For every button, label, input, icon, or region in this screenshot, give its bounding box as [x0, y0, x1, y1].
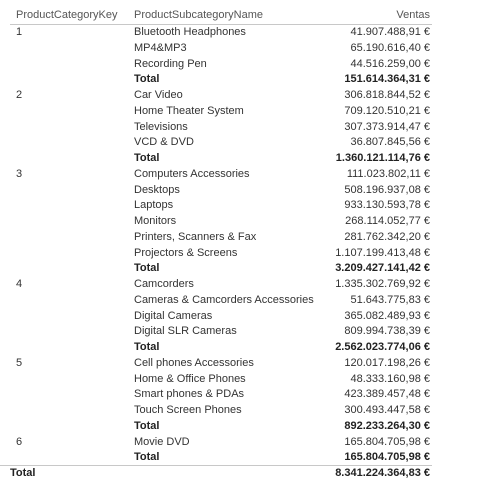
sales-cell: 111.023.802,11 €	[346, 167, 430, 180]
subtotal-label: Total	[134, 341, 160, 353]
subcategory-cell: Monitors	[134, 215, 177, 227]
column-header-sales[interactable]: Ventas	[396, 9, 430, 21]
grand-total-value: 8.341.224.364,83 €	[335, 467, 430, 479]
table-row	[0, 88, 500, 103]
table-row	[0, 356, 500, 371]
sales-cell: 165.804.705,98 €	[344, 435, 430, 448]
sales-cell: 709.120.510,21 €	[344, 104, 430, 117]
table-row	[0, 198, 500, 213]
subtotal-row	[0, 72, 500, 87]
sales-cell: 300.493.447,58 €	[344, 404, 430, 416]
subtotal-label: Total	[134, 419, 160, 432]
column-header-category-key[interactable]: ProductCategoryKey	[16, 9, 118, 21]
category-key-cell: 2	[16, 89, 23, 101]
subcategory-cell: Movie DVD	[134, 435, 190, 448]
subcategory-cell: Laptops	[134, 199, 174, 212]
table-row	[0, 293, 500, 308]
subtotal-label: Total	[134, 262, 160, 275]
subcategory-cell: Projectors & Screens	[134, 246, 238, 259]
subcategory-cell: MP4&MP3	[134, 41, 187, 54]
subcategory-cell: Touch Screen Phones	[134, 404, 242, 416]
subcategory-cell: Camcorders	[134, 278, 194, 290]
subtotal-label: Total	[134, 73, 160, 86]
subcategory-cell: Recording Pen	[134, 57, 207, 70]
category-key-cell: 5	[16, 356, 23, 369]
sales-cell: 51.643.775,83 €	[350, 293, 430, 306]
table-row	[0, 135, 500, 150]
subtotal-row	[0, 261, 500, 276]
subcategory-cell: VCD & DVD	[134, 136, 194, 149]
subcategory-cell: Printers, Scanners & Fax	[134, 230, 257, 243]
table-row	[0, 41, 500, 56]
sales-cell: 36.807.845,56 €	[350, 136, 430, 149]
sales-cell: 508.196.937,08 €	[344, 183, 430, 196]
table-row	[0, 309, 500, 324]
sales-cell: 307.373.914,47 €	[344, 120, 430, 133]
subtotal-row	[0, 419, 500, 434]
table-row	[0, 277, 500, 292]
table-row	[0, 387, 500, 402]
sales-cell: 365.082.489,93 €	[344, 309, 430, 322]
table-row	[0, 25, 500, 40]
table-row	[0, 324, 500, 339]
table-row	[0, 435, 500, 450]
sales-cell: 268.114.052,77 €	[345, 215, 430, 227]
subcategory-cell: Bluetooth Headphones	[134, 26, 246, 38]
subcategory-cell: Televisions	[134, 120, 188, 133]
sales-cell: 48.333.160,98 €	[350, 372, 430, 385]
subtotal-value: 151.614.364,31 €	[344, 73, 430, 86]
category-key-cell: 1	[16, 26, 23, 38]
table-row	[0, 403, 500, 418]
subcategory-cell: Computers Accessories	[134, 167, 250, 180]
grand-total-label: Total	[10, 467, 36, 479]
sales-cell: 306.818.844,52 €	[344, 89, 430, 101]
table-row	[0, 104, 500, 119]
subtotal-row	[0, 340, 500, 355]
subtotal-value: 1.360.121.114,76 €	[335, 152, 430, 164]
sales-cell: 41.907.488,91 €	[350, 26, 430, 38]
table-row	[0, 57, 500, 72]
table-row	[0, 372, 500, 387]
column-header-subcategory[interactable]: ProductSubcategoryName	[134, 9, 264, 21]
subcategory-cell: Cameras & Camcorders Accessories	[134, 293, 314, 306]
sales-cell: 1.335.302.769,92 €	[335, 278, 430, 290]
sales-cell: 1.107.199.413,48 €	[335, 246, 430, 259]
category-key-cell: 4	[16, 278, 23, 290]
subtotal-value: 165.804.705,98 €	[344, 451, 430, 464]
subtotal-label: Total	[134, 152, 160, 164]
table-row	[0, 183, 500, 198]
sales-cell: 65.190.616,40 €	[350, 41, 430, 54]
subtotal-row	[0, 151, 500, 166]
sales-cell: 809.994.738,39 €	[344, 325, 430, 338]
subcategory-cell: Digital Cameras	[134, 309, 213, 322]
subcategory-cell: Smart phones & PDAs	[134, 388, 245, 401]
subcategory-cell: Car Video	[134, 89, 183, 101]
subtotal-value: 892.233.264,30 €	[344, 419, 430, 432]
sales-cell: 281.762.342,20 €	[344, 230, 430, 243]
subtotal-label: Total	[134, 451, 160, 464]
subcategory-cell: Home & Office Phones	[134, 372, 246, 385]
table-row	[0, 167, 500, 182]
table-row	[0, 120, 500, 135]
subcategory-cell: Digital SLR Cameras	[134, 325, 237, 338]
subtotal-value: 2.562.023.774,06 €	[335, 341, 430, 353]
subtotal-row	[0, 450, 500, 465]
subcategory-cell: Home Theater System	[134, 104, 244, 117]
category-key-cell: 3	[16, 167, 23, 180]
table-row	[0, 230, 500, 245]
table-row	[0, 214, 500, 229]
sales-cell: 120.017.198,26 €	[344, 356, 430, 369]
subcategory-cell: Desktops	[134, 183, 180, 196]
sales-cell: 423.389.457,48 €	[344, 388, 430, 401]
category-key-cell: 6	[16, 435, 23, 448]
subtotal-value: 3.209.427.141,42 €	[335, 262, 430, 275]
grand-total-row	[0, 466, 500, 481]
subcategory-cell: Cell phones Accessories	[134, 356, 254, 369]
table-row	[0, 246, 500, 261]
sales-cell: 44.516.259,00 €	[350, 57, 430, 70]
sales-cell: 933.130.593,78 €	[344, 199, 430, 212]
